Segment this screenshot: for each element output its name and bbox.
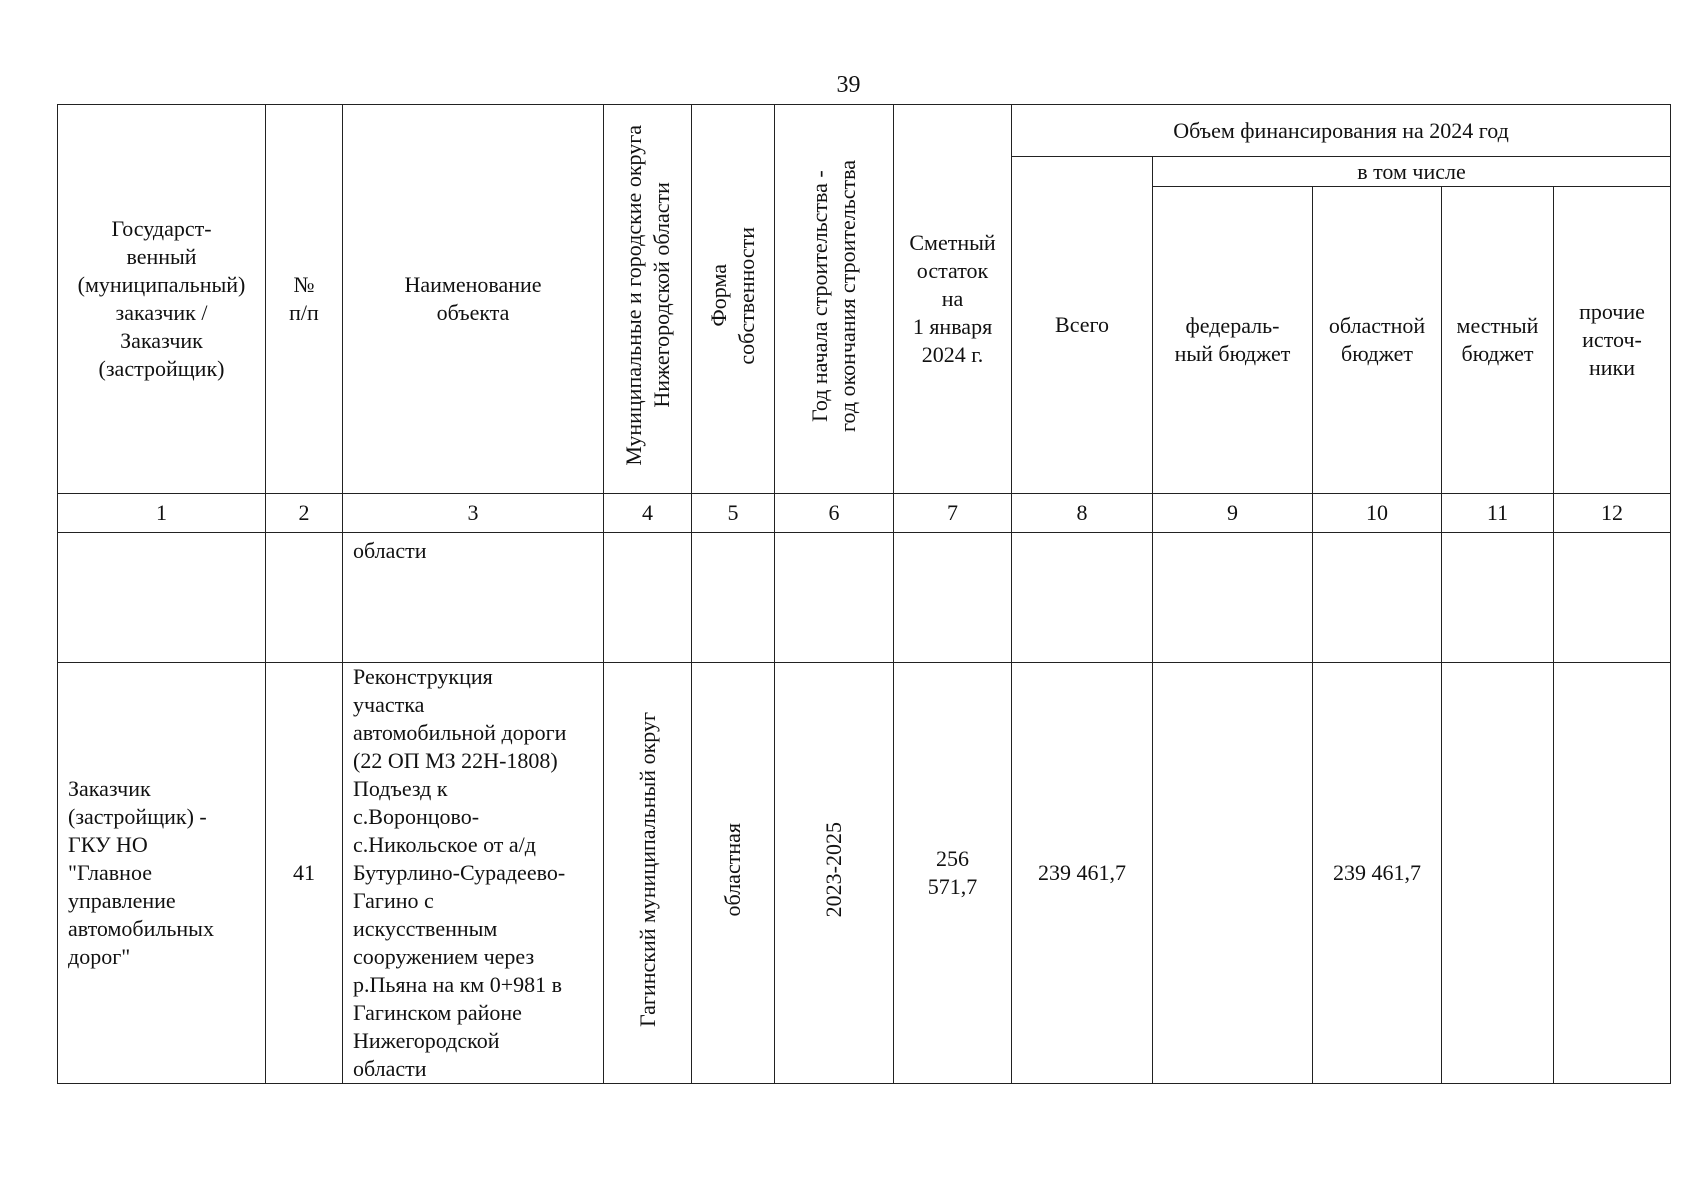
column-number: 8 [1012,494,1153,533]
table-cell [894,533,1012,663]
row-local [1442,663,1554,1084]
column-number: 11 [1442,494,1554,533]
header-ownership-cell [692,105,775,494]
row-years: 2023-2025 [821,821,846,918]
header-years: Год начала строительства - год окончания строительства [807,159,860,432]
column-number: 6 [775,494,894,533]
financing-table [57,104,1671,1084]
row-federal [1153,663,1313,1084]
row-number: 41 [266,663,343,1084]
table-cell [692,533,775,663]
header-funding-title: Объем финансирования на 2024 год [1012,105,1671,157]
continuation-object-text: области [343,533,604,663]
column-number: 10 [1313,494,1442,533]
header-district: Муниципальные и городские округа Нижегородской области [620,125,674,466]
row-other [1554,663,1671,1084]
table-cell [1442,533,1554,663]
header-local: местный бюджет [1442,187,1554,494]
page-number: 39 [836,72,861,98]
header-district-cell [604,105,692,494]
table-cell [604,533,692,663]
table-cell [58,533,266,663]
row-object: Реконструкция участка автомобильной дороги (22 ОП МЗ 22Н-1808) Подъезд к с.Воронцово- с.Никольское от а/д Бутурлино-Сурадеево- Гагино с искусственным сооружением через р.Пьяна на км 0+981 в Гагинском районе Нижегородской области [343,663,604,1084]
row-ownership: областная [720,822,745,917]
column-number: 5 [692,494,775,533]
header-ownership: Форма собственности [706,226,759,365]
header-total: Всего [1012,157,1153,494]
row-estimate-remainder: 256 571,7 [894,663,1012,1084]
table-cell [1153,533,1313,663]
column-number-row [58,494,1671,533]
column-number: 12 [1554,494,1671,533]
header-regional: областной бюджет [1313,187,1442,494]
table-cell [1012,533,1153,663]
column-number: 1 [58,494,266,533]
column-number: 9 [1153,494,1313,533]
column-number: 4 [604,494,692,533]
column-number: 7 [894,494,1012,533]
row-regional: 239 461,7 [1313,663,1442,1084]
table-cell [1554,533,1671,663]
column-number: 2 [266,494,343,533]
header-including: в том числе [1153,157,1671,187]
header-other: прочие источ- ники [1554,187,1671,494]
header-number: № п/п [266,105,343,494]
header-object: Наименование объекта [343,105,604,494]
header-years-cell [775,105,894,494]
row-customer: Заказчик (застройщик) - ГКУ НО "Главное управление автомобильных дорог" [58,663,266,1084]
table-cell [775,533,894,663]
table-cell [1313,533,1442,663]
row-total: 239 461,7 [1012,663,1153,1084]
header-customer: Государст- венный (муниципальный) заказчик / Заказчик (застройщик) [58,105,266,494]
table-row [58,663,1671,1084]
row-district-cell [604,663,692,1084]
header-row-1 [58,105,1671,157]
row-ownership-cell [692,663,775,1084]
column-number: 3 [343,494,604,533]
table-cell [266,533,343,663]
row-district: Гагинский муниципальный округ [634,711,660,1027]
header-federal: федераль- ный бюджет [1153,187,1313,494]
header-estimate: Сметный остаток на 1 января 2024 г. [894,105,1012,494]
continuation-row [58,533,1671,663]
row-years-cell [775,663,894,1084]
